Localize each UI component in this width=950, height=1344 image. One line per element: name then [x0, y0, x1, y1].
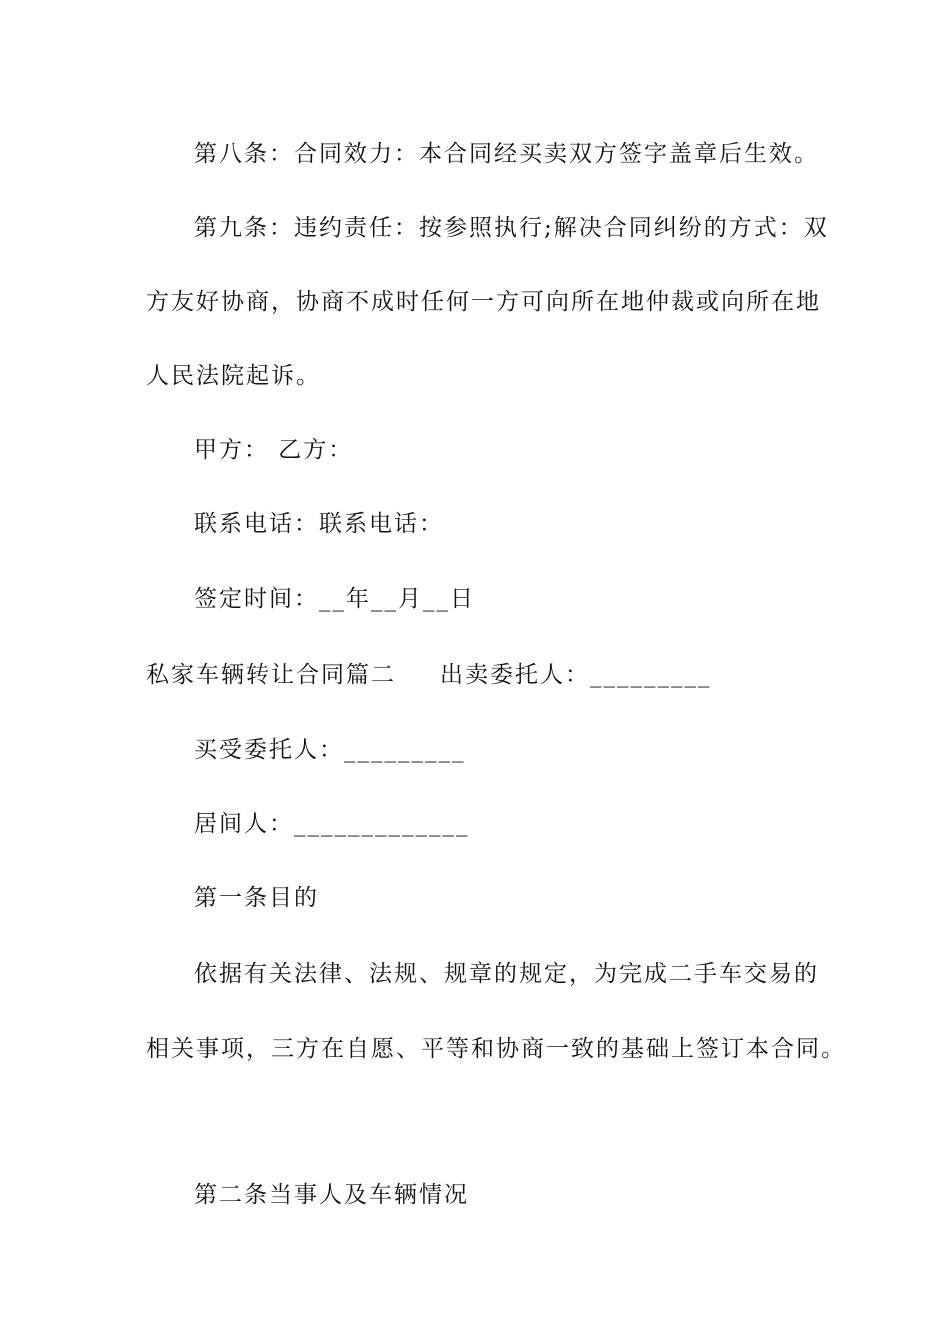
- contact-phone-line: 联系电话：联系电话：: [194, 511, 444, 537]
- article-8-effect: 第八条：合同效力：本合同经买卖双方签字盖章后生效。: [194, 141, 819, 167]
- section-2-title: 私家车辆转让合同篇二: [146, 662, 396, 688]
- article-1-line-2: 相关事项，三方在自愿、平等和协商一致的基础上签订本合同。: [146, 1036, 846, 1062]
- article-2-title: 第二条当事人及车辆情况: [194, 1182, 469, 1208]
- intermediary-field: 居间人：_____________: [194, 811, 470, 837]
- section-2-heading-line: [146, 660, 712, 690]
- article-9-line-3: 人民法院起诉。: [146, 363, 321, 389]
- sign-date-line: 签定时间：__年__月__日: [194, 586, 475, 612]
- buyer-agent-field: 买受委托人：_________: [194, 737, 466, 763]
- parties-signature-line: 甲方： 乙方：: [194, 437, 354, 463]
- article-1-title: 第一条目的: [194, 885, 319, 911]
- article-1-line-1: 依据有关法律、法规、规章的规定，为完成二手车交易的: [194, 961, 819, 987]
- article-9-line-1: 第九条：违约责任：按参照执行;解决合同纠纷的方式：双: [194, 215, 829, 241]
- seller-agent-field: 出卖委托人：_________: [440, 662, 712, 688]
- article-9-line-2: 方友好协商，协商不成时任何一方可向所在地仲裁或向所在地: [146, 289, 821, 315]
